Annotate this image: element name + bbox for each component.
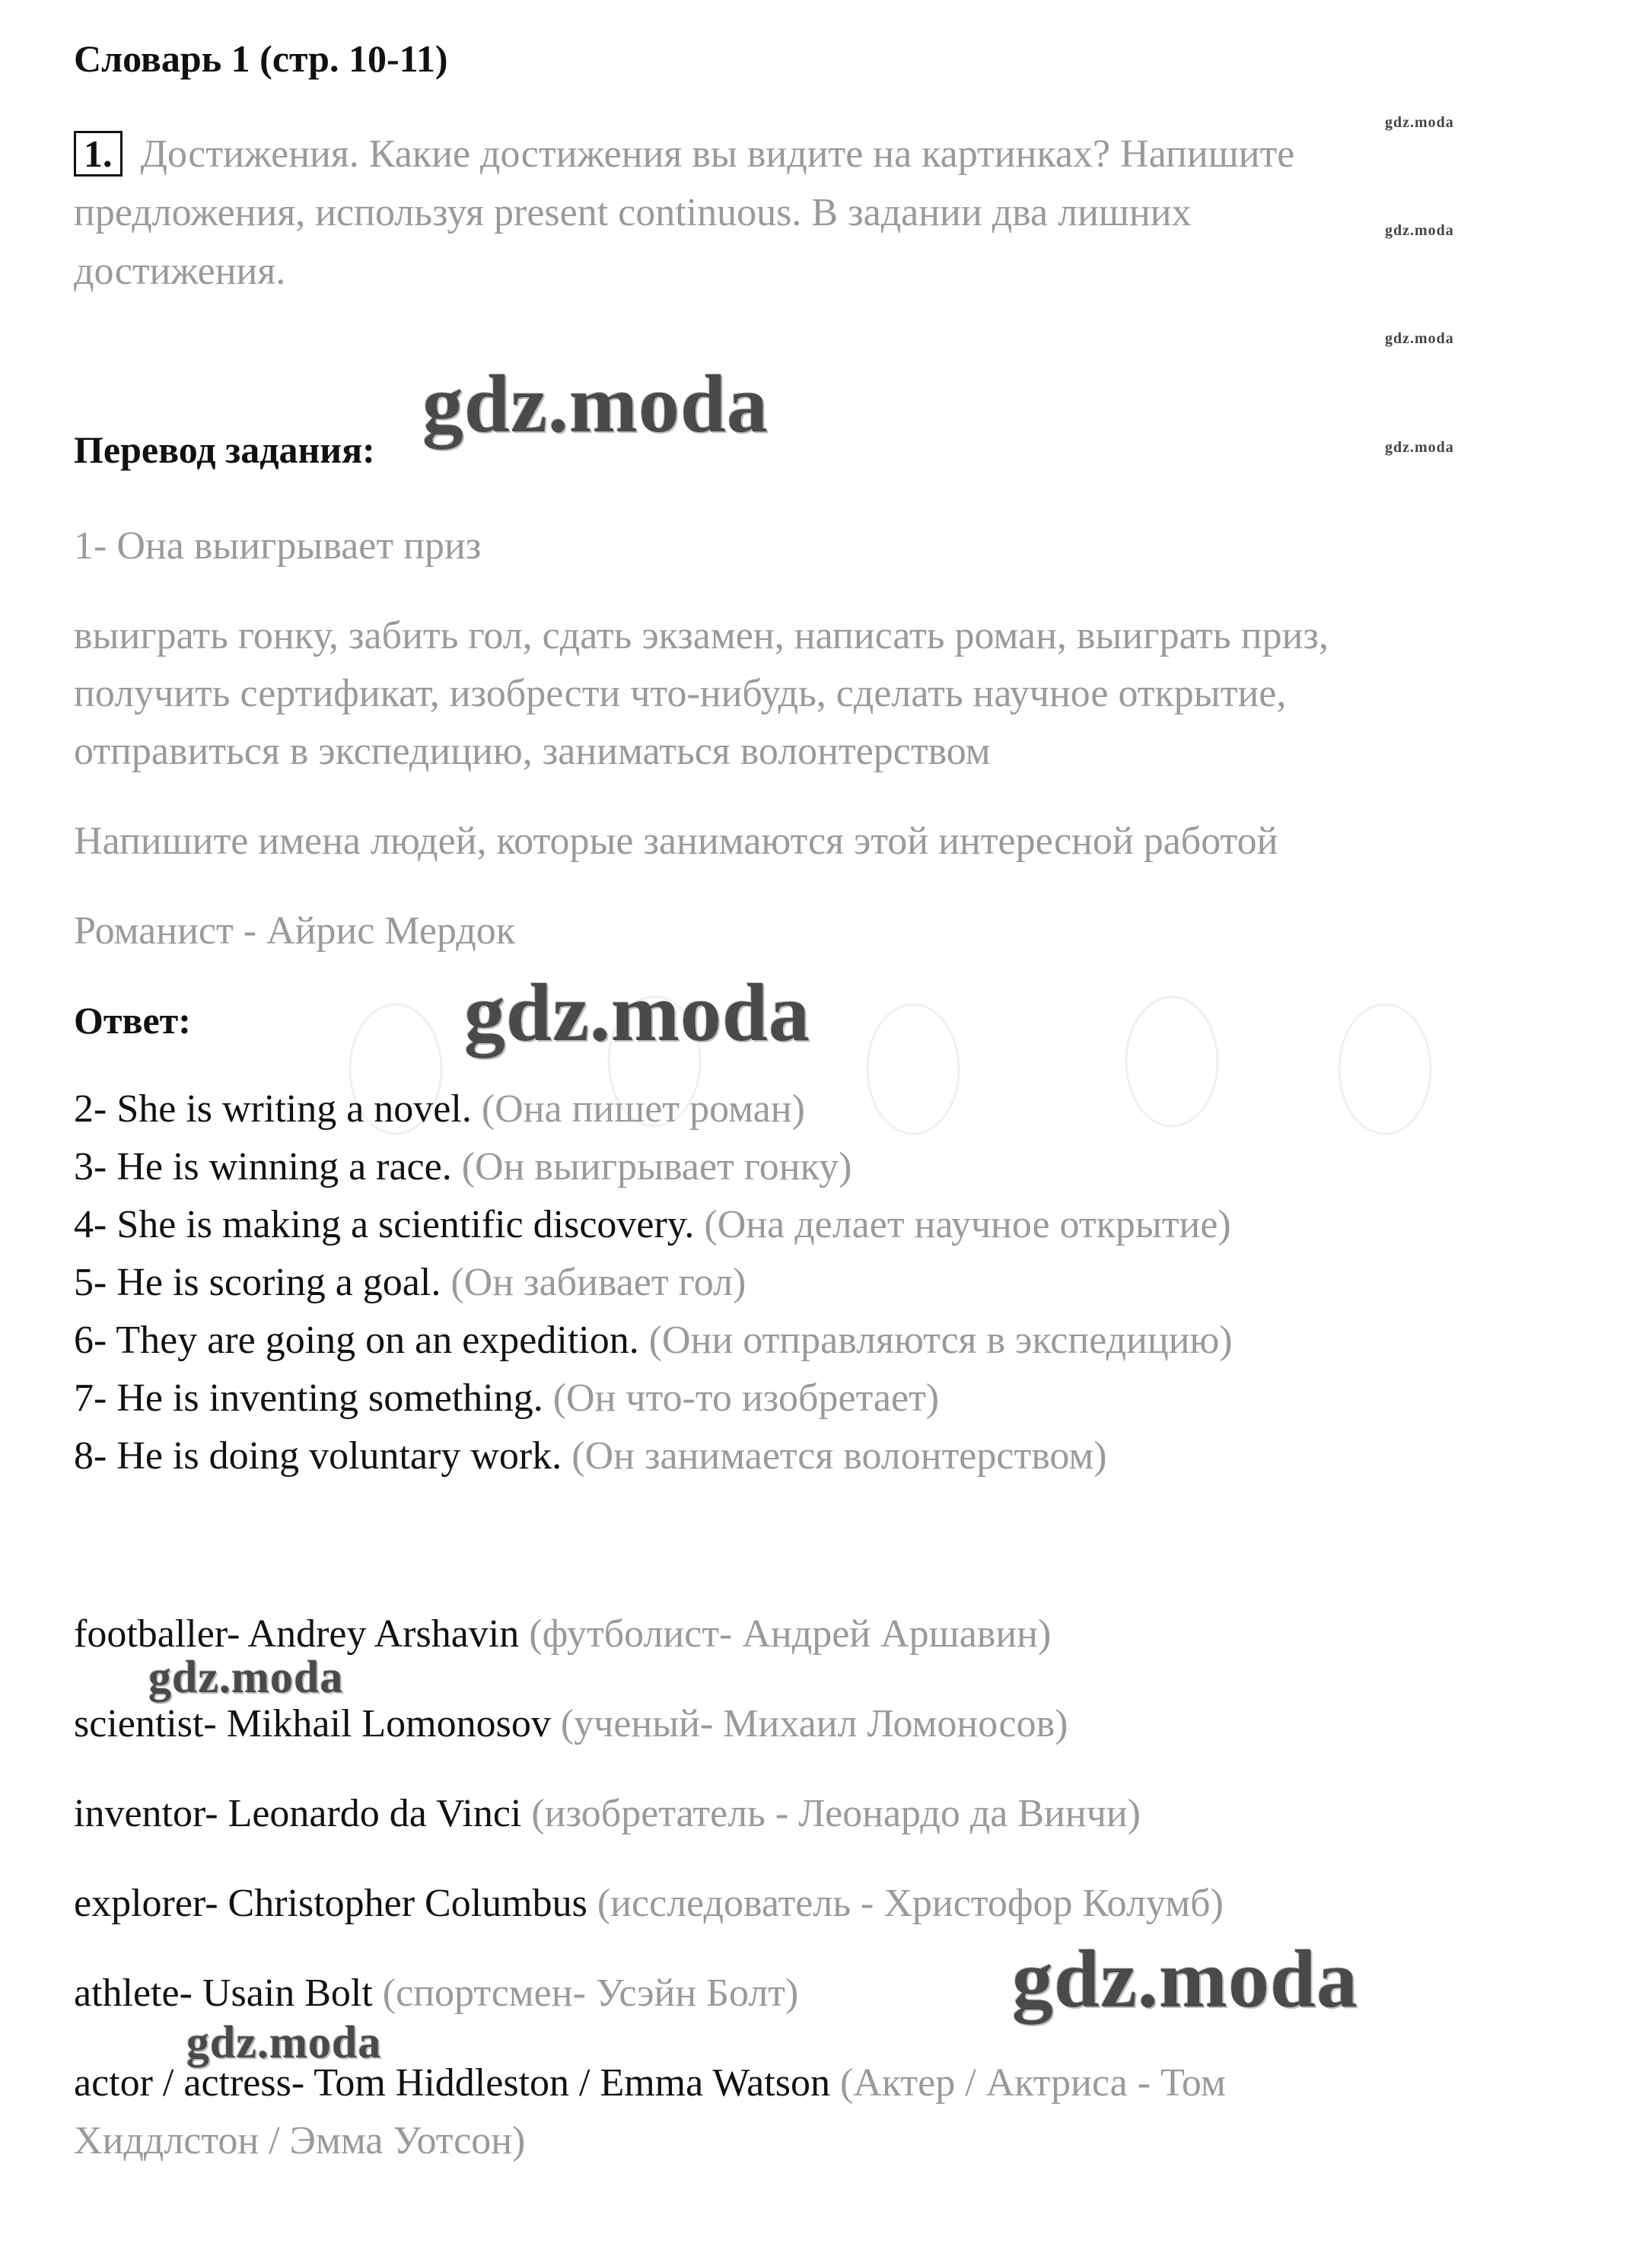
- people-item: athlete- Usain Bolt (спортсмен- Усэйн Болт): [74, 1971, 799, 2015]
- task-line-1: 1. Достижения. Какие достижения вы видите на картинках? Напишите: [74, 126, 1294, 183]
- answer-item: 2- She is writing a novel. (Она пишет роман): [74, 1087, 805, 1131]
- answer-heading: Ответ:: [74, 999, 191, 1042]
- watermark-small: gdz.moda: [1385, 114, 1454, 131]
- translation-phrases-line-3: отправиться в экспедицию, заниматься волонтерством: [74, 730, 991, 773]
- watermark-small: gdz.moda: [1385, 222, 1454, 239]
- translation-example: 1- Она выигрывает приз: [74, 524, 482, 568]
- people-item: explorer- Christopher Columbus (исследователь - Христофор Колумб): [74, 1882, 1224, 1925]
- translation-instruction: Напишите имена людей, которые занимаются этой интересной работой: [74, 819, 1278, 863]
- answer-item: 7- He is inventing something. (Он что-то изобретает): [74, 1376, 940, 1420]
- answer-item: 4- She is making a scientific discovery. (Она делает научное открытие): [74, 1203, 1231, 1246]
- watermark-medium: gdz.moda: [148, 1652, 344, 1702]
- people-item: scientist- Mikhail Lomonosov (ученый- Михаил Ломоносов): [74, 1702, 1068, 1745]
- watermark-large: gdz.moda: [1012, 1934, 1359, 2025]
- people-item: actor / actress- Tom Hiddleston / Emma Watson (Актер / Актриса - Том: [74, 2061, 1226, 2105]
- answer-item: 3- He is winning a race. (Он выигрывает гонку): [74, 1145, 852, 1189]
- watermark-large: gdz.moda: [464, 968, 811, 1058]
- translation-phrases-line-1: выиграть гонку, забить гол, сдать экзамен, написать роман, выиграть приз,: [74, 614, 1329, 657]
- answer-item: 6- They are going on an expedition. (Они отправляются в экспедицию): [74, 1319, 1233, 1362]
- translation-phrases-line-2: получить сертификат, изобрести что-нибудь, сделать научное открытие,: [74, 672, 1287, 715]
- page-title: Словарь 1 (стр. 10-11): [74, 37, 448, 80]
- task-number-box: 1.: [74, 131, 123, 177]
- answer-item: 8- He is doing voluntary work. (Он занимается волонтерством): [74, 1434, 1107, 1478]
- translation-example-2: Романист - Айрис Мердок: [74, 909, 515, 953]
- task-line-2: предложения, используя present continuous. В задании два лишних: [74, 191, 1192, 234]
- watermark-large: gdz.moda: [422, 359, 769, 450]
- watermark-medium: gdz.moda: [186, 2017, 382, 2067]
- translation-heading: Перевод задания:: [74, 428, 375, 471]
- answer-item: 5- He is scoring a goal. (Он забивает гол): [74, 1261, 746, 1304]
- watermark-small: gdz.moda: [1385, 439, 1454, 456]
- watermark-small: gdz.moda: [1385, 330, 1454, 347]
- task-line-3: достижения.: [74, 250, 286, 293]
- people-item-continuation: Хиддлстон / Эмма Уотсон): [74, 2119, 526, 2162]
- people-item: inventor- Leonardo da Vinci (изобретатель - Леонардо да Винчи): [74, 1792, 1141, 1835]
- people-item: footballer- Andrey Arshavin (футболист- Андрей Аршавин): [74, 1612, 1052, 1656]
